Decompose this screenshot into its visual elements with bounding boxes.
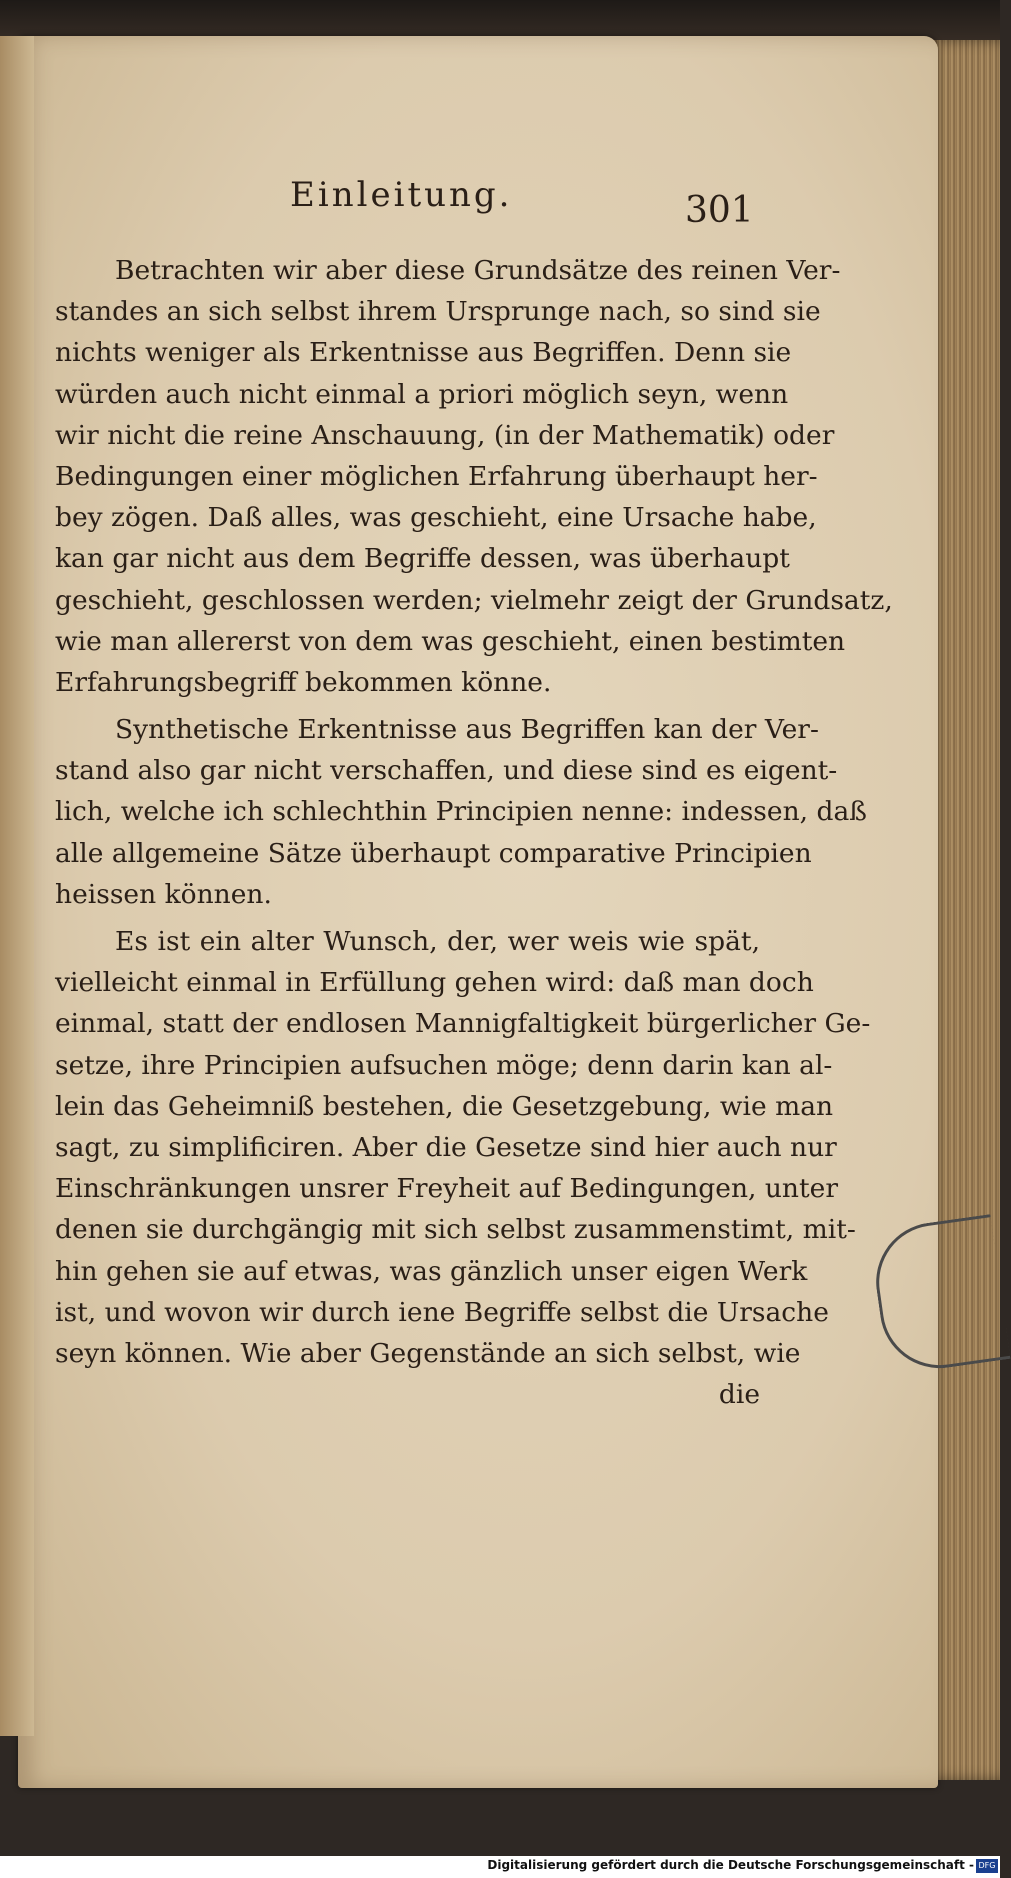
- text-line: wir nicht die reine Anschauung, (in der Mathematik) oder: [55, 419, 835, 451]
- body-text: [55, 250, 893, 1415]
- text-line: seyn können. Wie aber Gegenstände an sich selbst, wie: [55, 1337, 801, 1369]
- text-line: Einschränkungen unsrer Freyheit auf Bedingungen, unter: [55, 1173, 838, 1205]
- text-line: Synthetische Erkentnisse aus Begriffen kan der Ver-: [115, 714, 819, 746]
- text-line: einmal, statt der endlosen Mannigfaltigkeit bürgerlicher Ge-: [55, 1008, 871, 1040]
- text-line: heissen können.: [55, 878, 272, 910]
- catchword: die: [718, 1379, 760, 1411]
- text-line: Es ist ein alter Wunsch, der, wer weis wie spät,: [115, 926, 760, 957]
- text-line: setze, ihre Principien aufsuchen möge; denn darin kan al-: [55, 1049, 833, 1081]
- text-line: hin gehen sie auf etwas, was gänzlich unser eigen Werk: [55, 1255, 808, 1287]
- text-line: alle allgemeine Sätze überhaupt comparative Principien: [55, 837, 812, 869]
- text-line: lich, welche ich schlechthin Principien nenne: indessen, daß: [55, 796, 867, 828]
- text-line: sagt, zu simplificiren. Aber die Gesetze sind hier auch nur: [55, 1131, 837, 1163]
- dfg-logo-icon: DFG: [976, 1859, 998, 1873]
- facing-page-gutter: [0, 36, 34, 1736]
- text-line: nichts weniger als Erkentnisse aus Begriffen. Denn sie: [55, 337, 792, 369]
- text-line: Erfahrungsbegriff bekommen könne.: [55, 666, 552, 698]
- text-line: wie man allererst von dem was geschieht, einen bestimten: [55, 625, 846, 657]
- text-line: Betrachten wir aber diese Grundsätze des reinen Ver-: [115, 255, 841, 286]
- page-number: 301: [685, 190, 754, 231]
- text-line: stand also gar nicht verschaffen, und diese sind es eigent-: [55, 755, 838, 787]
- text-line: bey zögen. Daß alles, was geschieht, eine Ursache habe,: [55, 502, 817, 534]
- footer-credit: Digitalisierung gefördert durch die Deutsche Forschungsgemeinschaft -: [487, 1858, 974, 1872]
- text-line: kan gar nicht aus dem Begriffe dessen, was überhaupt: [55, 543, 790, 575]
- text-line: vielleicht einmal in Erfüllung gehen wird: daß man doch: [55, 967, 814, 999]
- text-line: lein das Geheimniß bestehen, die Gesetzgebung, wie man: [55, 1090, 834, 1122]
- text-line: standes an sich selbst ihrem Ursprunge nach, so sind sie: [55, 296, 821, 328]
- text-line: würden auch nicht einmal a priori möglich seyn, wenn: [55, 378, 789, 410]
- text-line: Bedingungen einer möglichen Erfahrung überhaupt her-: [55, 460, 818, 492]
- text-line: geschieht, geschlossen werden; vielmehr zeigt der Grundsatz,: [55, 584, 893, 616]
- text-line: denen sie durchgängig mit sich selbst zusammenstimt, mit-: [55, 1214, 856, 1246]
- running-head: Einleitung.: [290, 175, 513, 215]
- text-line: ist, und wovon wir durch iene Begriffe selbst die Ursache: [55, 1296, 829, 1328]
